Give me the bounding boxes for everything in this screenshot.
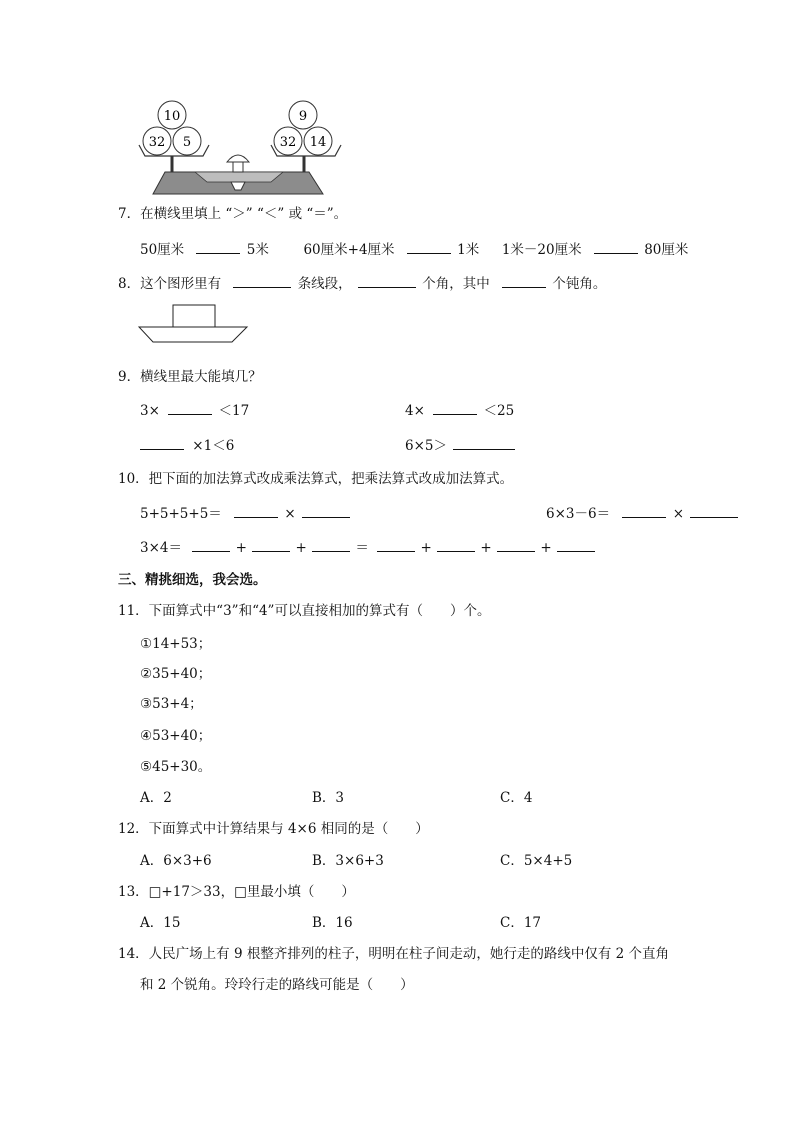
q10-eq2-blank1[interactable] bbox=[622, 504, 666, 518]
q8-blank3[interactable] bbox=[502, 274, 546, 288]
q10-eq2 bbox=[546, 504, 738, 523]
q10-eq3-plus4: + bbox=[480, 540, 492, 556]
q11-option3: ③53+4； bbox=[140, 696, 203, 712]
q7-item2-right: 1米 bbox=[457, 242, 480, 258]
q8-line bbox=[118, 274, 606, 293]
balance-scale-figure bbox=[135, 98, 350, 198]
q10-eq3-left: 3×4＝ bbox=[140, 540, 182, 556]
q8-part2: 条线段， bbox=[297, 276, 352, 292]
scale-base-inner bbox=[195, 172, 283, 182]
q7-item2-blank[interactable] bbox=[407, 240, 451, 254]
q10-eq3-blank1[interactable] bbox=[192, 538, 230, 552]
q10-eq2-blank2[interactable] bbox=[690, 504, 738, 518]
q11-choice-a[interactable]: A．2 bbox=[140, 790, 172, 806]
q7-item1-right: 5米 bbox=[246, 242, 269, 258]
q9-c-blank[interactable] bbox=[140, 436, 184, 450]
q9-d-left: 6×5＞ bbox=[405, 438, 447, 454]
q11-choice-c[interactable]: C．4 bbox=[500, 790, 533, 806]
q9-a-left: 3× bbox=[140, 403, 160, 419]
q10-eq1-times: × bbox=[284, 506, 296, 522]
q12-choice-a[interactable]: A．6×3+6 bbox=[140, 853, 212, 869]
q9-prompt: 9．横线里最大能填几？ bbox=[118, 369, 262, 385]
q10-eq3-blank4[interactable] bbox=[377, 538, 415, 552]
q7-prompt: 7．在横线里填上 “＞” “＜” 或 “＝”。 bbox=[118, 206, 348, 222]
q9-c bbox=[140, 436, 234, 455]
q13-choice-a[interactable]: A．15 bbox=[140, 915, 181, 931]
q9-a-blank[interactable] bbox=[168, 401, 212, 415]
right-ball-bl-label: 32 bbox=[279, 135, 297, 150]
q10-eq2-left: 6×3－6＝ bbox=[546, 506, 611, 522]
q10-eq3 bbox=[140, 538, 595, 557]
q13-choice-b[interactable]: B．16 bbox=[312, 915, 353, 931]
q9-c-right: ×1＜6 bbox=[192, 438, 235, 454]
q7-item3-left: 1米－20厘米 bbox=[501, 242, 582, 258]
q11-prompt: 11．下面算式中“3”和“4”可以直接相加的算式有（ ）个。 bbox=[118, 603, 491, 619]
q10-eq3-blank3[interactable] bbox=[312, 538, 350, 552]
q11-option2: ②35+40； bbox=[140, 666, 212, 682]
q9-b-blank[interactable] bbox=[433, 401, 477, 415]
q10-eq3-blank2[interactable] bbox=[252, 538, 290, 552]
q14-line1: 14．人民广场上有 9 根整齐排列的柱子，明明在柱子间走动，她行走的路线中仅有 2 个直角 bbox=[118, 946, 670, 962]
q7-items bbox=[140, 240, 688, 259]
q10-eq1-left: 5+5+5+5＝ bbox=[140, 506, 222, 522]
q10-eq3-blank5[interactable] bbox=[437, 538, 475, 552]
q10-eq3-blank6[interactable] bbox=[497, 538, 535, 552]
boat-figure bbox=[138, 304, 250, 344]
q11-option4: ④53+40； bbox=[140, 728, 212, 744]
q10-eq1-blank2[interactable] bbox=[302, 504, 350, 518]
q10-eq1-blank1[interactable] bbox=[234, 504, 278, 518]
scale-pivot bbox=[227, 155, 249, 162]
q9-b-right: ＜25 bbox=[483, 403, 515, 419]
q12-choice-c[interactable]: C．5×4+5 bbox=[500, 853, 573, 869]
q13-choice-c[interactable]: C．17 bbox=[500, 915, 542, 931]
q12-prompt: 12．下面算式中计算结果与 4×6 相同的是（ ） bbox=[118, 821, 429, 837]
q10-eq3-plus5: + bbox=[540, 540, 552, 556]
q9-b bbox=[405, 401, 514, 420]
q8-part3: 个角，其中 bbox=[422, 276, 490, 292]
q11-option1: ①14+53； bbox=[140, 636, 212, 652]
right-ball-top-label: 9 bbox=[298, 109, 308, 124]
q14-line2: 和 2 个锐角。玲玲行走的路线可能是（ ） bbox=[140, 977, 414, 993]
q8-part4: 个钝角。 bbox=[552, 276, 607, 292]
q10-eq3-blank7[interactable] bbox=[557, 538, 595, 552]
left-ball-bl-label: 32 bbox=[148, 135, 166, 150]
q10-eq3-plus3: + bbox=[420, 540, 432, 556]
q11-option5: ⑤45+30。 bbox=[140, 759, 212, 775]
q12-choice-b[interactable]: B．3×6+3 bbox=[312, 853, 384, 869]
q10-eq3-plus2: + bbox=[295, 540, 307, 556]
q10-eq2-times: × bbox=[672, 506, 684, 522]
q7-item2-left: 60厘米+4厘米 bbox=[303, 242, 395, 258]
q7-item3-blank[interactable] bbox=[594, 240, 638, 254]
right-ball-br-label: 14 bbox=[309, 135, 327, 150]
boat-hull bbox=[139, 327, 247, 342]
q8-part1: 8．这个图形里有 bbox=[118, 276, 222, 292]
boat-cabin bbox=[173, 305, 215, 327]
q9-a bbox=[140, 401, 249, 420]
q11-choice-b[interactable]: B．3 bbox=[312, 790, 345, 806]
section3-title: 三、精挑细选，我会选。 bbox=[118, 572, 267, 588]
q7-item1-left: 50厘米 bbox=[140, 242, 185, 258]
q10-prompt: 10．把下面的加法算式改成乘法算式，把乘法算式改成加法算式。 bbox=[118, 471, 514, 487]
q13-prompt: 13．□+17＞33，□里最小填（ ） bbox=[118, 884, 355, 900]
q8-blank2[interactable] bbox=[358, 274, 416, 288]
left-ball-top-label: 10 bbox=[163, 109, 181, 124]
q9-b-left: 4× bbox=[405, 403, 425, 419]
q8-blank1[interactable] bbox=[233, 274, 291, 288]
q9-d bbox=[405, 436, 515, 455]
q7-item1-blank[interactable] bbox=[196, 240, 240, 254]
q10-eq3-equals: ＝ bbox=[355, 540, 369, 556]
q10-eq1 bbox=[140, 504, 350, 523]
q9-d-blank[interactable] bbox=[453, 436, 515, 450]
q7-item3-right: 80厘米 bbox=[644, 242, 689, 258]
left-ball-br-label: 5 bbox=[182, 135, 192, 150]
q10-eq3-plus1: + bbox=[235, 540, 247, 556]
q9-a-right: ＜17 bbox=[218, 403, 250, 419]
